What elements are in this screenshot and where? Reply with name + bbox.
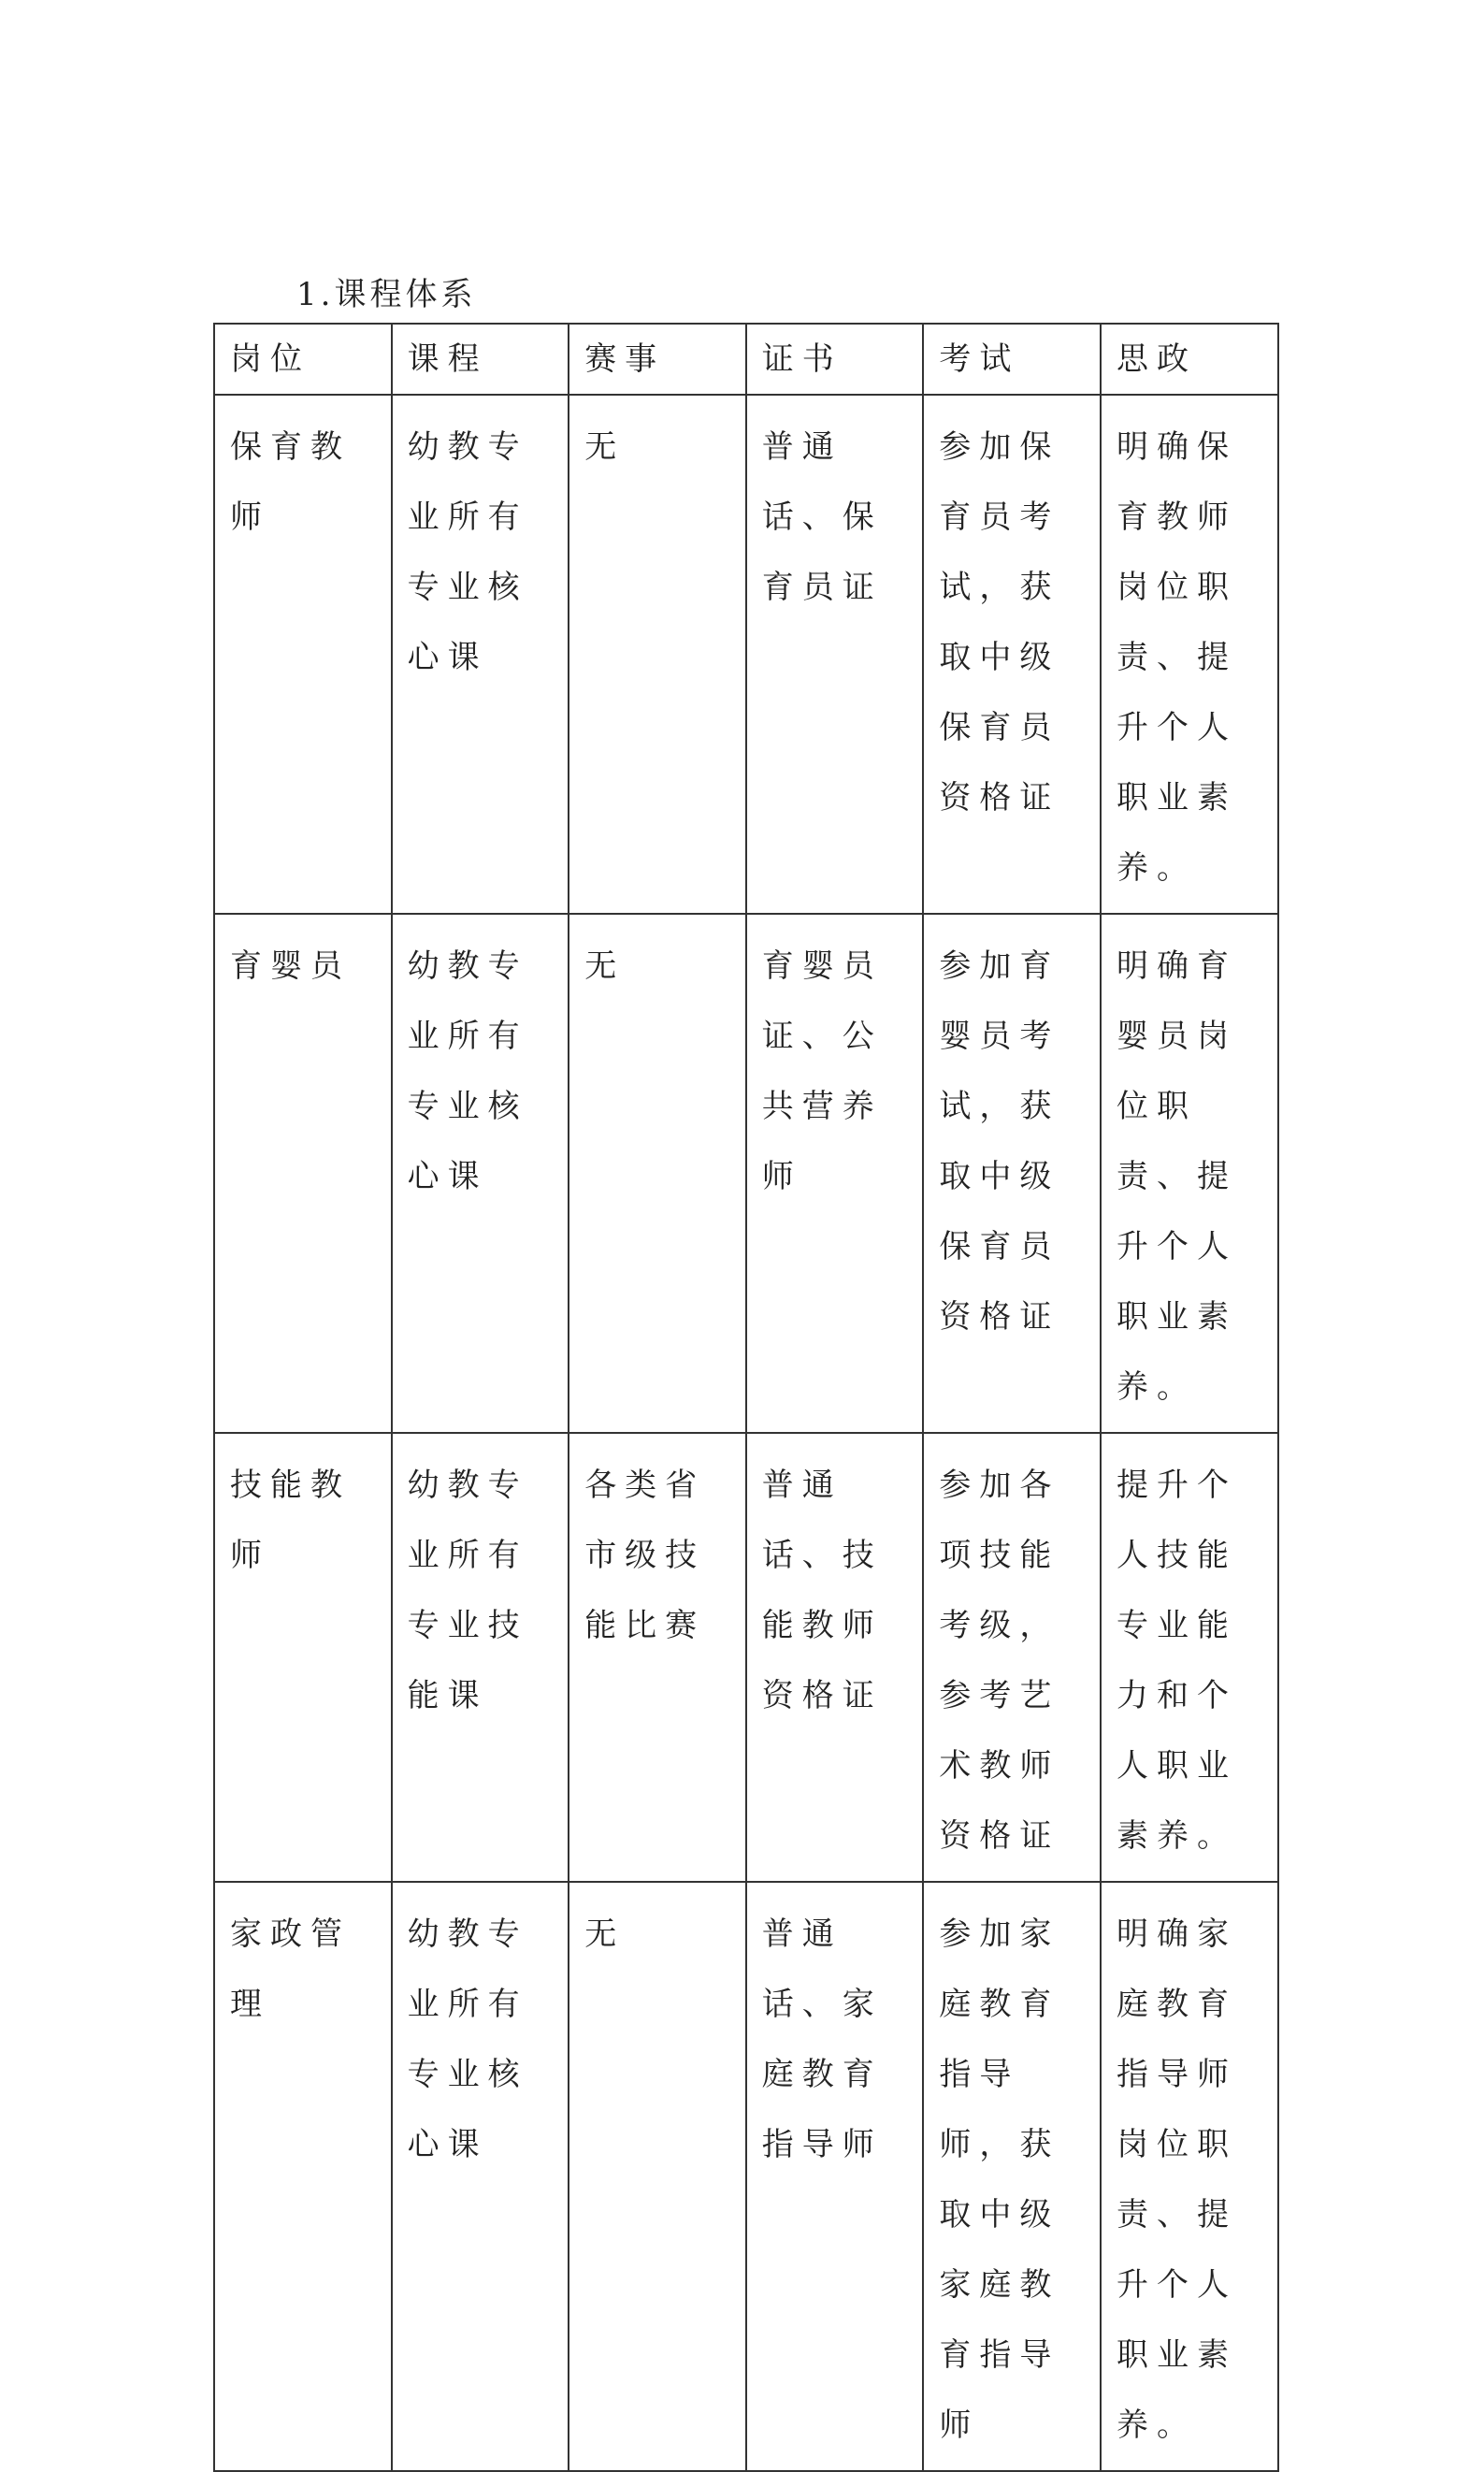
header-course: 课程 [392, 324, 569, 395]
header-certificate: 证书 [746, 324, 924, 395]
header-position: 岗位 [214, 324, 392, 395]
cell-position: 技能教师 [214, 1433, 392, 1882]
cell-ideology: 提升个人技能专业能力和个人职业素养。 [1101, 1433, 1278, 1882]
cell-certificate: 普通话、技能教师资格证 [746, 1433, 924, 1882]
cell-ideology: 明确育婴员岗位职责、提升个人职业素养。 [1101, 914, 1278, 1433]
cell-certificate: 普通话、家庭教育指导师 [746, 1882, 924, 2471]
cell-competition: 无 [569, 395, 746, 914]
cell-course: 幼教专业所有专业核心课 [392, 914, 569, 1433]
course-system-table [213, 323, 1279, 2472]
cell-ideology: 明确保育教师岗位职责、提升个人职业素养。 [1101, 395, 1278, 914]
cell-certificate: 育婴员证、公共营养师 [746, 914, 924, 1433]
cell-exam: 参加保育员考试，获取中级保育员资格证 [923, 395, 1101, 914]
table-row [214, 1433, 1278, 1882]
table-row [214, 914, 1278, 1433]
cell-competition: 无 [569, 914, 746, 1433]
cell-position: 育婴员 [214, 914, 392, 1433]
cell-course: 幼教专业所有专业核心课 [392, 395, 569, 914]
table-row [214, 1882, 1278, 2471]
header-exam: 考试 [923, 324, 1101, 395]
table-header-row [214, 324, 1278, 395]
cell-exam: 参加育婴员考试，获取中级保育员资格证 [923, 914, 1101, 1433]
cell-certificate: 普通话、保育员证 [746, 395, 924, 914]
section-heading: 1.课程体系 [296, 276, 477, 313]
cell-course: 幼教专业所有专业核心课 [392, 1882, 569, 2471]
cell-position: 家政管理 [214, 1882, 392, 2471]
cell-position: 保育教师 [214, 395, 392, 914]
cell-ideology: 明确家庭教育指导师岗位职责、提升个人职业素养。 [1101, 1882, 1278, 2471]
header-ideology: 思政 [1101, 324, 1278, 395]
cell-competition: 无 [569, 1882, 746, 2471]
cell-competition: 各类省市级技能比赛 [569, 1433, 746, 1882]
header-competition: 赛事 [569, 324, 746, 395]
table-row [214, 395, 1278, 914]
cell-course: 幼教专业所有专业技能课 [392, 1433, 569, 1882]
cell-exam: 参加家庭教育指导师，获取中级家庭教育指导师 [923, 1882, 1101, 2471]
cell-exam: 参加各项技能考级，参考艺术教师资格证 [923, 1433, 1101, 1882]
